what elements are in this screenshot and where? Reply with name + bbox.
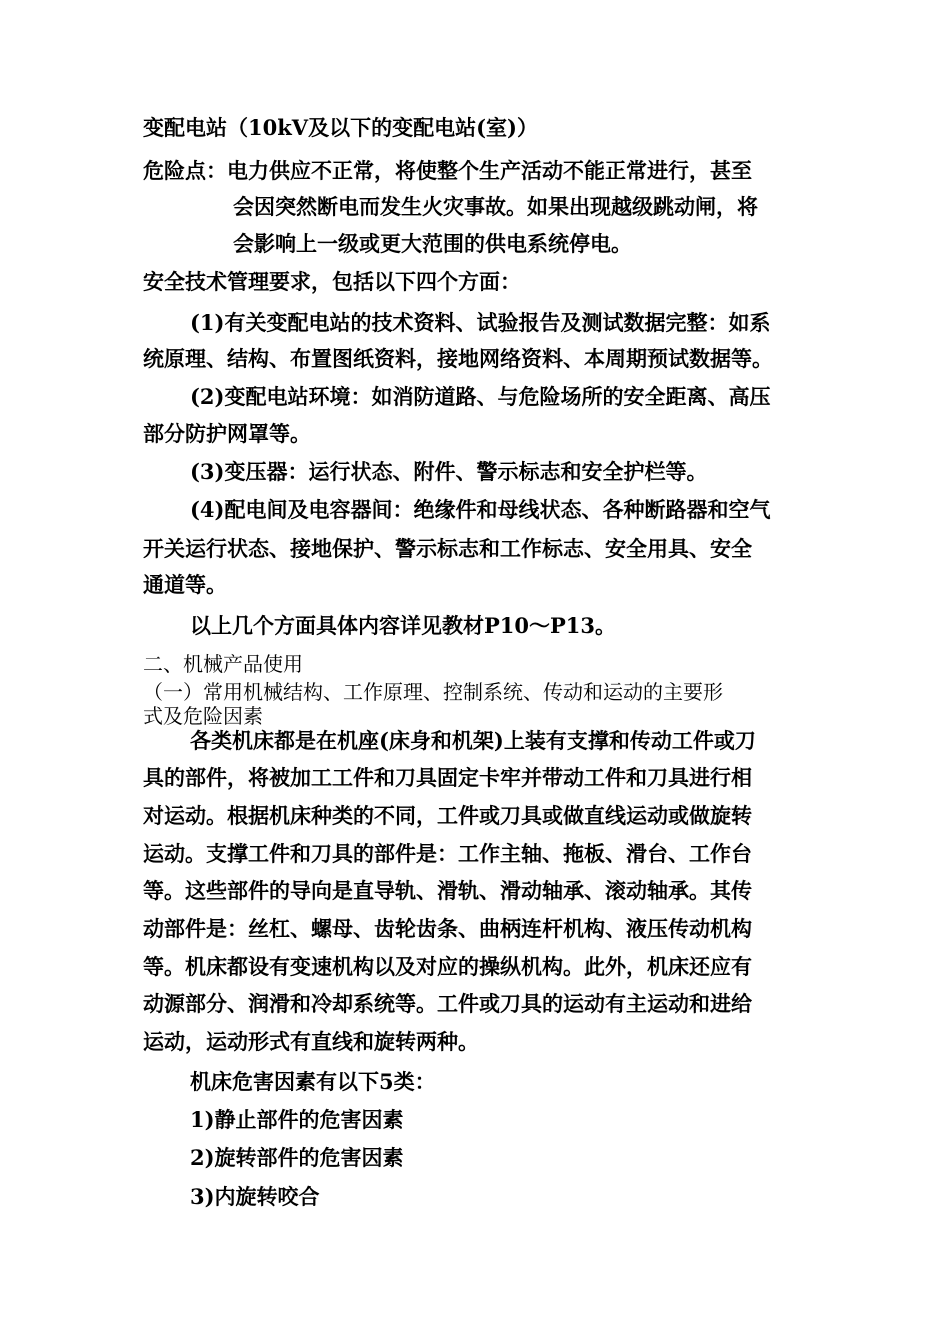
machine-para-line-8: 动源部分、润滑和冷却系统等。工件或刀具的运动有主运动和进给 <box>143 991 752 1016</box>
item-2-line-1: (2)变配电站环境：如消防道路、与危险场所的安全距离、高压 <box>190 384 771 409</box>
hazard-intro: 机床危害因素有以下5类： <box>190 1069 436 1094</box>
machine-para-line-9: 运动，运动形式有直线和旋转两种。 <box>143 1029 479 1054</box>
machine-para-line-3: 对运动。根据机床种类的不同，工件或刀具或做直线运动或做旋转 <box>143 803 752 828</box>
machine-para-line-2: 具的部件，将被加工工件和刀具固定卡牢并带动工件和刀具进行相 <box>143 765 752 790</box>
machine-para-line-1: 各类机床都是在机座(床身和机架)上装有支撑和传动工件或刀 <box>190 728 756 753</box>
hazard-item-3: 3)内旋转咬合 <box>190 1184 320 1209</box>
reference-note: 以上几个方面具体内容详见教材P10～P13。 <box>190 613 617 638</box>
item-2-line-2: 部分防护网罩等。 <box>143 421 311 446</box>
hazard-item-1: 1)静止部件的危害因素 <box>190 1107 404 1132</box>
machine-para-line-7: 等。机床都设有变速机构以及对应的操纵机构。此外，机床还应有 <box>143 954 752 979</box>
hazard-item-2: 2)旋转部件的危害因素 <box>190 1145 404 1170</box>
item-4-line-3: 通道等。 <box>143 572 227 597</box>
section-heading-substation: 变配电站（10kV及以下的变配电站(室)） <box>143 115 538 140</box>
item-4-line-1: (4)配电间及电容器间：绝缘件和母线状态、各种断路器和空气 <box>190 497 771 522</box>
subsection-heading-line-2: 式及危险因素 <box>143 704 263 728</box>
section-heading-machinery: 二、机械产品使用 <box>143 652 303 676</box>
machine-para-line-4: 运动。支撑工件和刀具的部件是：工作主轴、拖板、滑台、工作台 <box>143 841 752 866</box>
danger-point-line-1: 危险点：电力供应不正常，将使整个生产活动不能正常进行，甚至 <box>143 158 752 183</box>
danger-point-line-3: 会影响上一级或更大范围的供电系统停电。 <box>233 231 632 256</box>
item-1-line-2: 统原理、结构、布置图纸资料，接地网络资料、本周期预试数据等。 <box>143 346 773 371</box>
danger-point-line-2: 会因突然断电而发生火灾事故。如果出现越级跳动闸，将 <box>233 194 758 219</box>
requirements-intro: 安全技术管理要求，包括以下四个方面： <box>143 269 521 294</box>
item-4-line-2: 开关运行状态、接地保护、警示标志和工作标志、安全用具、安全 <box>143 536 752 561</box>
item-1-line-1: (1)有关变配电站的技术资料、试验报告及测试数据完整：如系 <box>190 310 771 335</box>
subsection-heading-line-1: （一）常用机械结构、工作原理、控制系统、传动和运动的主要形 <box>143 680 723 704</box>
item-3-line: (3)变压器：运行状态、附件、警示标志和安全护栏等。 <box>190 459 708 484</box>
machine-para-line-5: 等。这些部件的导向是直导轨、滑轨、滑动轴承、滚动轴承。其传 <box>143 878 752 903</box>
machine-para-line-6: 动部件是：丝杠、螺母、齿轮齿条、曲柄连杆机构、液压传动机构 <box>143 916 752 941</box>
